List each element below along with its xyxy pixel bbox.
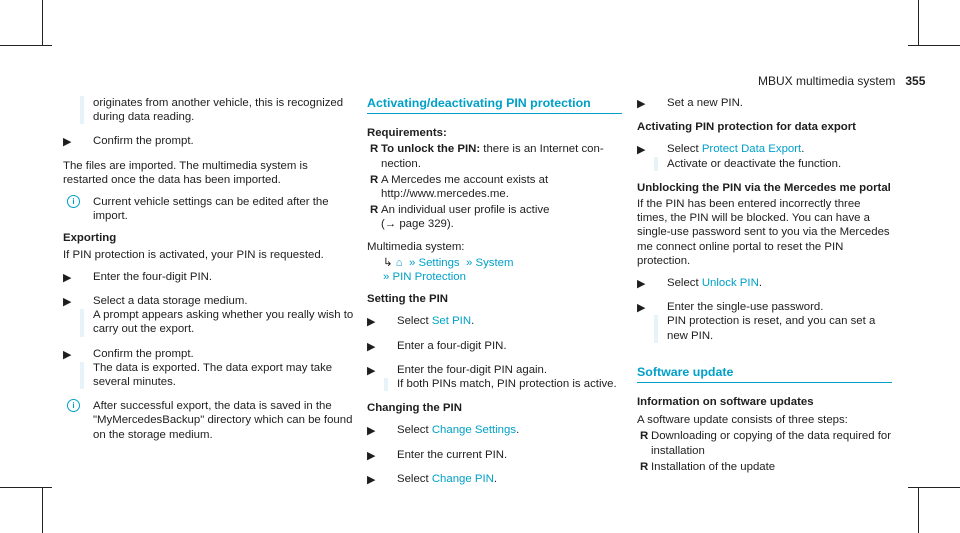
column-1 <box>63 96 355 450</box>
step: ▶ Select Set PIN. <box>367 315 475 329</box>
home-icon: ⌂ <box>395 256 403 269</box>
paragraph: A software update consists of three steps: <box>637 414 848 427</box>
crop-mark <box>42 487 43 533</box>
crop-mark <box>42 0 43 46</box>
step: ▶ Confirm the prompt. The data is exported. The data export may take several minutes. <box>63 347 333 389</box>
subheading: Information on software updates <box>637 396 814 409</box>
list-item: R To unlock the PIN: there is an Internet connection. <box>370 143 604 170</box>
crop-mark <box>908 45 960 46</box>
crop-mark <box>918 0 919 46</box>
chevron-icon: » <box>408 256 416 269</box>
arrow-icon: ▶ <box>637 302 646 315</box>
paragraph: If the PIN has been entered incorrectly three times, the PIN will be blocked. You can have a single-use password sent to you via the Mercedes me connect online portal to reset the PIN protection. <box>637 198 890 267</box>
crop-mark <box>908 487 960 488</box>
step: ▶ Select Protect Data Export. Activate or deactivate the function. <box>637 143 842 170</box>
list-item: R Downloading or copying of the data required for installation <box>640 430 891 457</box>
turn-arrow-icon: ↳ <box>383 256 393 269</box>
info-icon: i <box>67 195 80 208</box>
paragraph: If PIN protection is activated, your PIN is requested. <box>63 248 324 261</box>
step: ▶ Enter the current PIN. <box>367 448 508 462</box>
menu-path: ↳ ⌂ » Settings » System » PIN Protection <box>383 256 514 284</box>
subheading: Exporting <box>63 232 117 245</box>
arrow-icon: ▶ <box>367 316 376 329</box>
arrow-icon: ▶ <box>367 364 376 377</box>
note: i Current vehicle settings can be edited after the import. <box>63 195 355 223</box>
paragraph: Multimedia system: <box>367 240 465 253</box>
subheading: Setting the PIN <box>367 293 449 306</box>
list-item: R A Mercedes me account exists at http://www.mercedes.me. <box>370 173 549 201</box>
chevron-icon: » <box>465 256 473 269</box>
arrow-icon: ▶ <box>637 144 646 157</box>
subheading: Requirements: <box>367 127 447 140</box>
info-icon: i <box>67 399 80 412</box>
arrow-icon: ▶ <box>367 425 376 438</box>
arrow-icon: ▶ <box>637 98 646 110</box>
requirements-list <box>367 142 622 231</box>
step: ▶ Enter the four-digit PIN again. If both PINs match, PIN protection is active. <box>367 363 617 391</box>
step: ▶ Select Change PIN. <box>367 472 498 486</box>
step: ▶ Enter the single-use password. PIN protection is reset, and you can set a new PIN. <box>637 301 876 342</box>
arrow-icon: ▶ <box>367 473 376 486</box>
step: ▶ Confirm the prompt. <box>63 135 194 149</box>
continued-step: originates from another vehicle, this is recognized during data reading. <box>63 96 355 124</box>
subheading: Unblocking the PIN via the Mercedes me portal <box>637 181 891 194</box>
page-header <box>758 74 925 88</box>
subheading: Activating PIN protection for data export <box>637 121 856 134</box>
step: ▶ Enter the four-digit PIN. <box>63 270 213 284</box>
note: i After successful export, the data is saved in the "MyMercedesBackup" directory which can be found on the storage medium. <box>63 399 355 442</box>
step: ▶ Select a data storage medium. A prompt appears asking whether you really wish to carry out the export. <box>63 295 354 336</box>
arrow-icon: ▶ <box>63 348 72 361</box>
arrow-icon: ▶ <box>367 449 376 462</box>
step: ▶ Select Change Settings. <box>367 424 520 438</box>
arrow-icon: ▶ <box>63 296 72 309</box>
page-number: 355 <box>905 74 926 88</box>
bullet-icon: R <box>370 143 379 156</box>
step: ▶ Select Unlock PIN. <box>637 277 762 291</box>
steps-list <box>637 429 892 474</box>
crop-mark <box>918 487 919 533</box>
crop-mark <box>0 45 52 46</box>
column-3 <box>637 96 892 482</box>
bullet-icon: R <box>640 430 649 443</box>
column-2 <box>367 96 622 496</box>
arrow-icon: ▶ <box>637 278 646 291</box>
list-item: R Installation of the update <box>640 460 776 473</box>
section-heading: Activating/deactivating PIN protection <box>367 96 622 114</box>
list-item: R An individual user profile is active (→ page 329). <box>370 204 550 231</box>
bullet-icon: R <box>370 173 379 186</box>
paragraph: The files are imported. The multimedia system is restarted once the data has been imported. <box>63 159 308 186</box>
chevron-icon: » <box>383 271 390 284</box>
bullet-icon: R <box>370 204 379 217</box>
subheading: Changing the PIN <box>367 402 462 415</box>
crop-mark <box>0 487 52 488</box>
arrow-icon: ▶ <box>63 136 72 149</box>
arrow-icon: ▶ <box>367 340 376 353</box>
step: ▶ Enter a four-digit PIN. <box>367 339 507 353</box>
arrow-icon: ▶ <box>63 271 72 284</box>
section-heading: Software update <box>637 365 892 383</box>
header-title: MBUX multimedia system <box>758 74 896 88</box>
step: ▶ Set a new PIN. <box>637 97 743 110</box>
bullet-icon: R <box>640 460 649 473</box>
